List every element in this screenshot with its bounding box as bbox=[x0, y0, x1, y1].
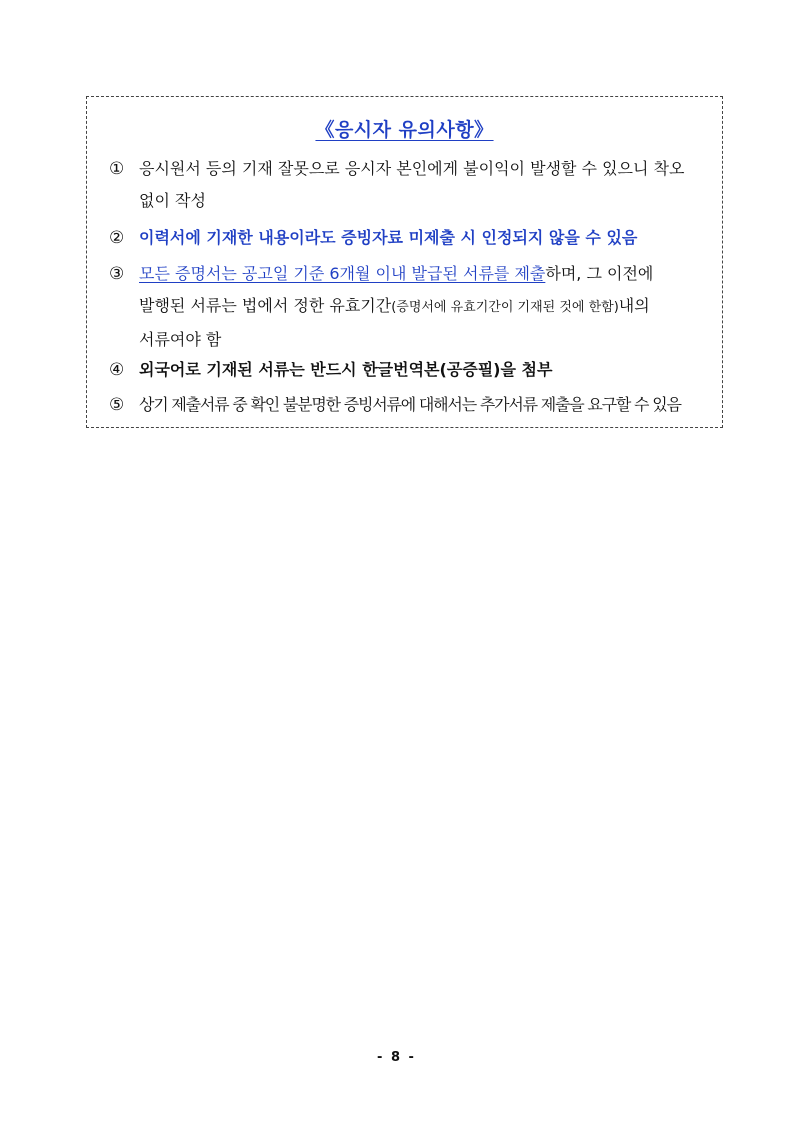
item-text: 하며, 그 이전에 bbox=[545, 264, 654, 283]
item-text: 응시원서 등의 기재 잘못으로 응시자 본인에게 불이익이 발생할 수 있으니 착오 bbox=[139, 159, 685, 178]
item-number: ① bbox=[109, 159, 125, 179]
notice-box bbox=[86, 96, 723, 428]
item-number: ⑤ bbox=[109, 395, 125, 415]
notice-item-4 bbox=[109, 354, 719, 386]
notice-item-1-line1 bbox=[109, 153, 719, 185]
item-note-small: (증명서에 유효기간이 기재된 것에 한함) bbox=[391, 300, 619, 315]
item-number: ② bbox=[109, 228, 125, 248]
notice-item-2 bbox=[109, 222, 719, 254]
notice-item-3-line1 bbox=[109, 258, 719, 290]
item-text: 외국어로 기재된 서류는 반드시 한글번역본(공증필)을 첨부 bbox=[139, 360, 553, 379]
notice-item-1 bbox=[109, 153, 719, 217]
item-highlight-text: 모든 증명서는 공고일 기준 6개월 이내 발급된 서류를 제출 bbox=[139, 264, 546, 283]
notice-item-3 bbox=[109, 258, 719, 356]
notice-item-1-line2: 없이 작성 bbox=[139, 191, 206, 210]
notice-item-3-line3: 서류여야 함 bbox=[139, 330, 222, 349]
notice-title: 《응시자 유의사항》 bbox=[315, 119, 494, 141]
page-number: - 8 - bbox=[377, 1050, 416, 1065]
item-text: 내의 bbox=[618, 296, 650, 315]
notice-item-3-line2 bbox=[109, 290, 719, 324]
notice-item-5 bbox=[109, 389, 719, 421]
item-text: 상기 제출서류 중 확인 불분명한 증빙서류에 대해서는 추가서류 제출을 요구할 수 있음 bbox=[139, 395, 681, 414]
item-number: ④ bbox=[109, 360, 125, 380]
item-text: 발행된 서류는 법에서 정한 유효기간 bbox=[139, 296, 392, 315]
item-text: 이력서에 기재한 내용이라도 증빙자료 미제출 시 인정되지 않을 수 있음 bbox=[139, 228, 638, 247]
item-number: ③ bbox=[109, 264, 125, 284]
